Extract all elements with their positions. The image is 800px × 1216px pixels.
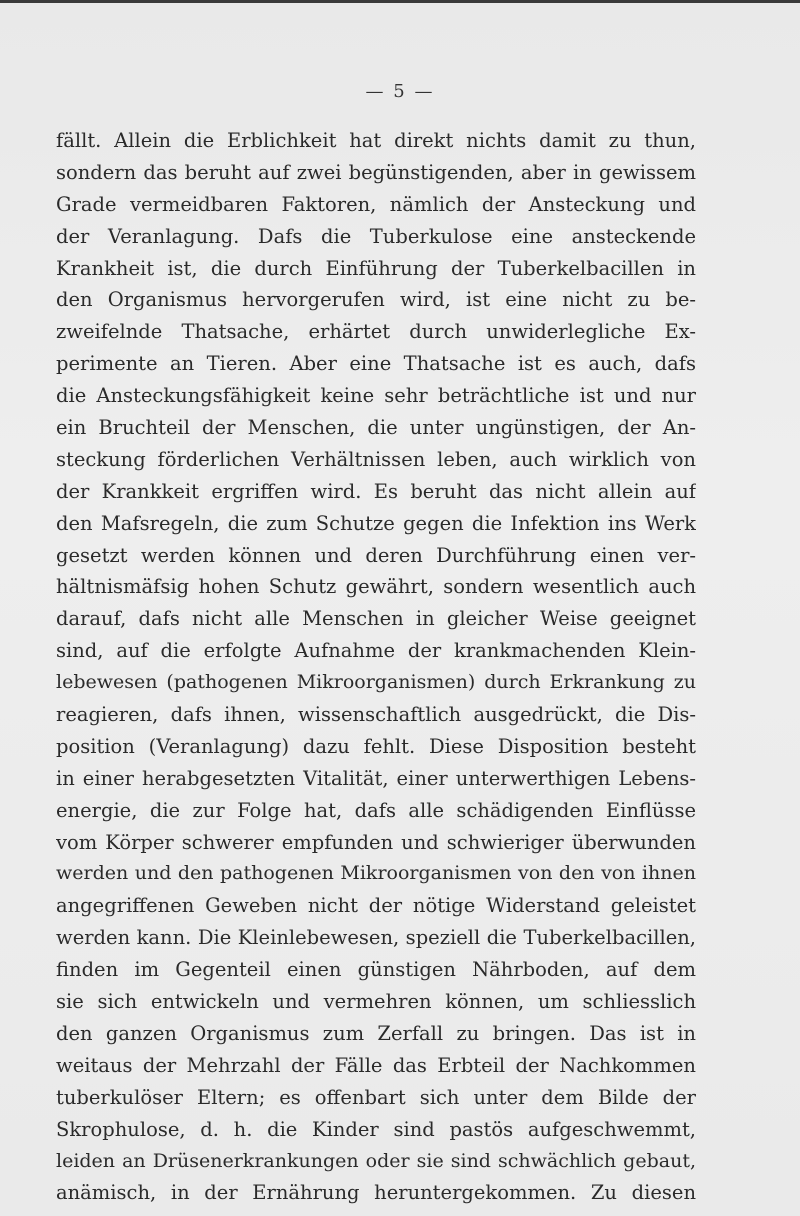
text-line: die Ansteckungsfähigkeit keine sehr beträchtliche ist und nur xyxy=(56,384,696,408)
text-line: werden kann. Die Kleinlebewesen, speziell die Tuberkelbacillen, xyxy=(56,926,696,950)
text-line: reagieren, dafs ihnen, wissenschaftlich ausgedrückt, die Dis- xyxy=(56,703,696,727)
text-line: der Veranlagung. Dafs die Tuberkulose eine ansteckende xyxy=(56,224,696,248)
text-line: angegriffenen Geweben nicht der nötige Widerstand geleistet xyxy=(56,894,696,918)
text-line: in einer herabgesetzten Vitalität, einer unterwerthigen Lebens- xyxy=(56,766,696,790)
text-line: Grade vermeidbaren Faktoren, nämlich der Ansteckung und xyxy=(56,192,696,216)
text-line: position (Veranlagung) dazu fehlt. Diese Disposition besteht xyxy=(56,734,696,758)
text-line: leiden an Drüsenerkrankungen oder sie sind schwächlich gebaut, xyxy=(56,1149,696,1172)
text-line: Krankheit ist, die durch Einführung der Tuberkelbacillen in xyxy=(56,256,696,280)
text-line: zweifelnde Thatsache, erhärtet durch unwiderlegliche Ex- xyxy=(56,320,696,344)
text-line: der Krankkeit ergriffen wird. Es beruht das nicht allein auf xyxy=(56,479,696,503)
text-line: sie sich entwickeln und vermehren können, um schliesslich xyxy=(56,990,696,1014)
text-line: weitaus der Mehrzahl der Fälle das Erbteil der Nachkommen xyxy=(56,1053,696,1077)
text-line: finden im Gegenteil einen günstigen Nährboden, auf dem xyxy=(56,958,696,982)
page-number: — 5 — xyxy=(365,81,435,102)
body-text xyxy=(56,125,696,1209)
text-line: steckung förderlichen Verhältnissen leben, auch wirklich von xyxy=(56,447,696,471)
text-line: den ganzen Organismus zum Zerfall zu bringen. Das ist in xyxy=(56,1021,696,1045)
text-line: sondern das beruht auf zwei begünstigenden, aber in gewissem xyxy=(56,160,696,184)
text-line: Skrophulose, d. h. die Kinder sind pastös aufgeschwemmt, xyxy=(56,1117,696,1141)
text-line: lebewesen (pathogenen Mikroorganismen) durch Erkrankung zu xyxy=(56,671,696,694)
text-line: sind, auf die erfolgte Aufnahme der krankmachenden Klein- xyxy=(56,639,696,663)
text-line: anämisch, in der Ernährung heruntergekommen. Zu diesen xyxy=(56,1181,696,1205)
text-line: den Organismus hervorgerufen wird, ist eine nicht zu be- xyxy=(56,288,696,312)
text-line: den Mafsregeln, die zum Schutze gegen die Infektion ins Werk xyxy=(56,511,696,535)
text-line: ein Bruchteil der Menschen, die unter ungünstigen, der An- xyxy=(56,416,696,440)
text-line: darauf, dafs nicht alle Menschen in gleicher Weise geeignet xyxy=(56,607,696,631)
text-line: vom Körper schwerer empfunden und schwieriger überwunden xyxy=(56,830,696,854)
text-line: tuberkulöser Eltern; es offenbart sich unter dem Bilde der xyxy=(56,1085,696,1109)
text-line: perimente an Tieren. Aber eine Thatsache ist es auch, dafs xyxy=(56,352,696,376)
text-line: hältnismäfsig hohen Schutz gewährt, sondern wesentlich auch xyxy=(56,575,696,599)
text-line: fällt. Allein die Erblichkeit hat direkt nichts damit zu thun, xyxy=(56,129,696,152)
text-line: werden und den pathogenen Mikroorganismen von den von ihnen xyxy=(56,862,696,885)
text-line: energie, die zur Folge hat, dafs alle schädigenden Einflüsse xyxy=(56,798,696,822)
text-line: gesetzt werden können und deren Durchführung einen ver- xyxy=(56,543,696,567)
